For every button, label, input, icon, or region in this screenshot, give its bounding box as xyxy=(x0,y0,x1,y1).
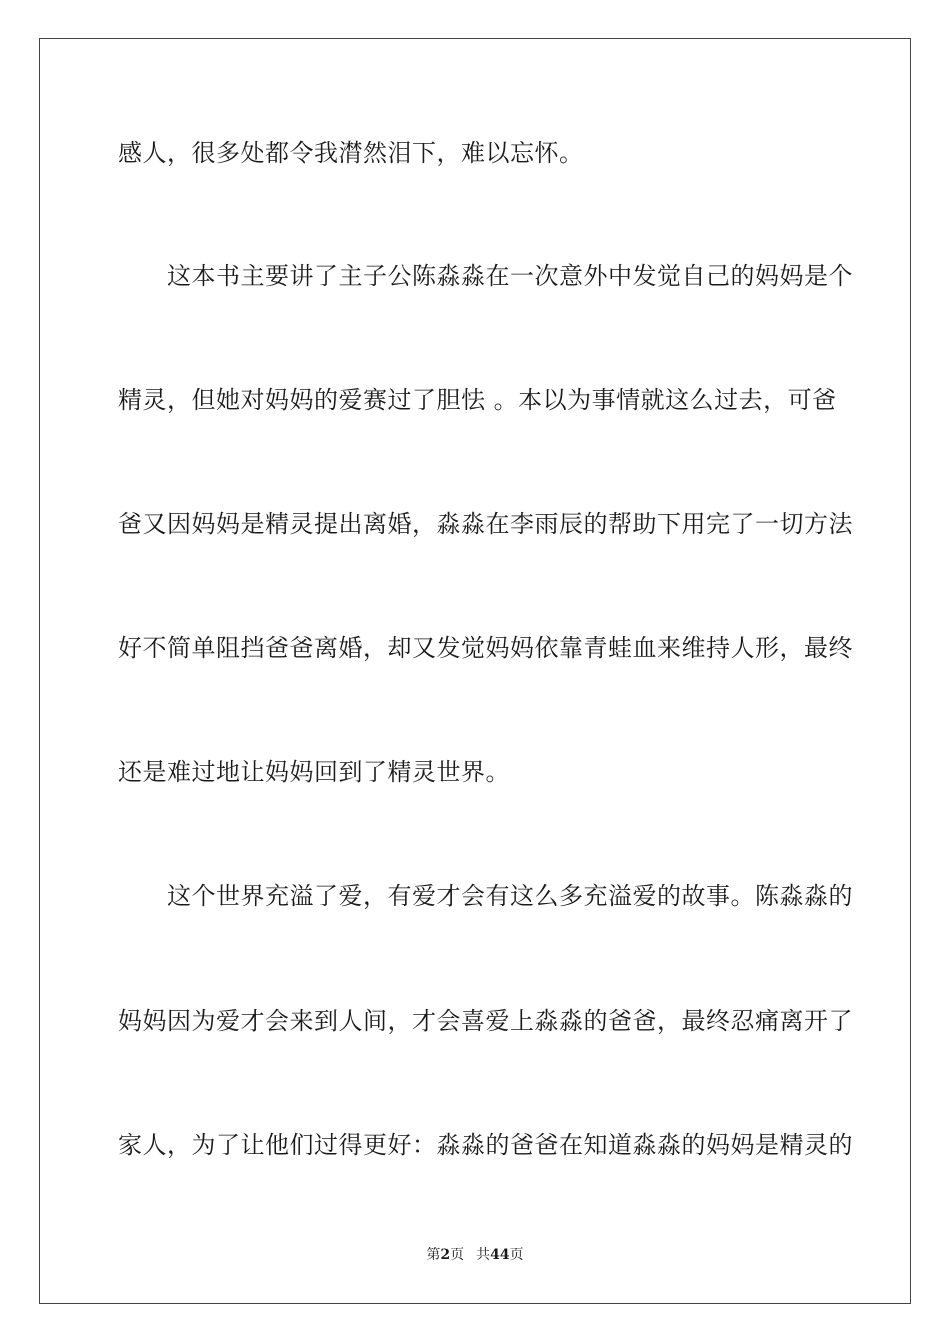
total-pages-label: 共44页 xyxy=(476,1247,524,1263)
body-text-line: 感人，很多处都令我潸然泪下，难以忘怀。 xyxy=(118,139,584,167)
body-text-line: 家人，为了让他们过得更好：淼淼的爸爸在知道淼淼的妈妈是精灵的 xyxy=(118,1131,853,1159)
body-text-line: 爸又因妈妈是精灵提出离婚，淼淼在李雨辰的帮助下用完了一切方法 xyxy=(118,510,853,538)
page-label: 第2页 xyxy=(426,1247,465,1263)
page-border xyxy=(39,38,911,1304)
body-text-line: 还是难过地让妈妈回到了精灵世界。 xyxy=(118,758,510,786)
body-text-line: 这个世界充溢了爱，有爱才会有这么多充溢爱的故事。陈淼淼的 xyxy=(118,882,853,910)
body-text-line: 好不简单阻挡爸爸离婚，却又发觉妈妈依靠青蛙血来维持人形，最终 xyxy=(118,634,853,662)
body-text-line: 这本书主要讲了主子公陈淼淼在一次意外中发觉自己的妈妈是个 xyxy=(118,262,853,290)
body-text-line: 妈妈因为爱才会来到人间，才会喜爱上淼淼的爸爸，最终忍痛离开了 xyxy=(118,1007,853,1035)
page-footer xyxy=(0,1246,950,1264)
body-text-line: 精灵，但她对妈妈的爱赛过了胆怯 。本以为事情就这么过去，可爸 xyxy=(118,386,837,414)
